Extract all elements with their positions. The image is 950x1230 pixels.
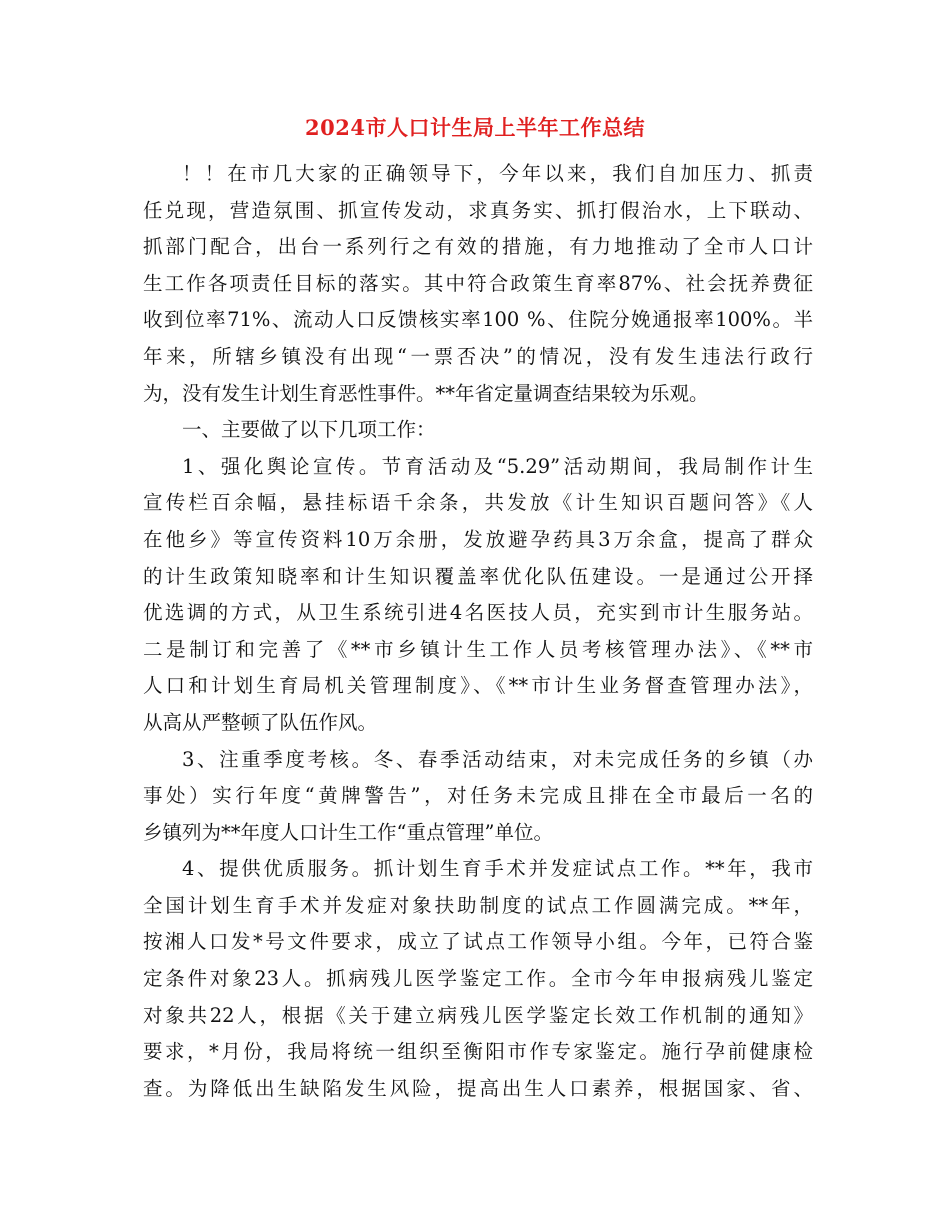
paragraph-line: 收到位率71%、流动人口反馈核实率100 %、住院分娩通报率100%。半 [143,308,813,332]
paragraph-line: 4、提供优质服务。抓计划生育手术并发症试点工作。**年，我市 [182,857,813,881]
paragraph-line: 事处）实行年度“黄牌警告”，对任务未完成且排在全市最后一名的 [143,784,813,808]
paragraph-line: ！！在市几大家的正确领导下，今年以来，我们自加压力、抓责 [182,162,813,185]
paragraph-line: 优选调的方式，从卫生系统引进4名医技人员，充实到市计生服务站。 [143,601,813,625]
paragraph-line: 按湘人口发*号文件要求，成立了试点工作领导小组。今年，已符合鉴 [143,930,813,954]
paragraph-line: 查。为降低出生缺陷发生风险，提高出生人口素养，根据国家、省、 [143,1076,813,1100]
paragraph-line: 定条件对象23人。抓病残儿医学鉴定工作。全市今年申报病残儿鉴定 [143,967,813,991]
paragraph-line: 任兑现，营造氛围、抓宣传发动，求真务实、抓打假治水，上下联动、 [143,198,813,222]
paragraph-line: 乡镇列为**年度人口计生工作“重点管理”单位。 [143,820,553,844]
paragraph-line: 全国计划生育手术并发症对象扶助制度的试点工作圆满完成。**年， [143,893,813,917]
paragraph-line: 在他乡》等宣传资料10万余册，发放避孕药具3万余盒，提高了群众 [143,527,813,551]
paragraph-line: 3、注重季度考核。冬、春季活动结束，对未完成任务的乡镇（办 [182,747,813,771]
paragraph-line: 要求，*月份，我局将统一组织至衡阳市作专家鉴定。施行孕前健康检 [143,1040,813,1064]
paragraph-line: 二是制订和完善了《**市乡镇计生工作人员考核管理办法》、《**市 [143,637,813,661]
paragraph-line: 从高从严整顿了队伍作风。 [143,710,378,734]
paragraph-line: 年来，所辖乡镇没有出现“一票否决”的情况，没有发生违法行政行 [143,344,813,368]
paragraph-line: 生工作各项责任目标的落实。其中符合政策生育率87%、社会抚养费征 [143,271,813,295]
paragraph-line: 宣传栏百余幅，悬挂标语千余条，共发放《计生知识百题问答》《人 [143,491,813,515]
document-title: 2024市人口计生局上半年工作总结 [305,115,645,140]
section-heading: 一、主要做了以下几项工作： [182,418,436,442]
paragraph-line: 对象共22人，根据《关于建立病残儿医学鉴定长效工作机制的通知》 [143,1003,813,1027]
paragraph-line: 1、强化舆论宣传。节育活动及“5.29”活动期间，我局制作计生 [182,454,813,478]
document-body [143,156,813,1107]
paragraph-line: 的计生政策知晓率和计生知识覆盖率优化队伍建设。一是通过公开择 [143,564,813,588]
paragraph-line: 抓部门配合，出台一系列行之有效的措施，有力地推动了全市人口计 [143,235,813,259]
paragraph-line: 为，没有发生计划生育恶性事件。**年省定量调查结果较为乐观。 [143,381,709,405]
paragraph-line: 人口和计划生育局机关管理制度》、《**市计生业务督查管理办法》， [143,674,813,698]
